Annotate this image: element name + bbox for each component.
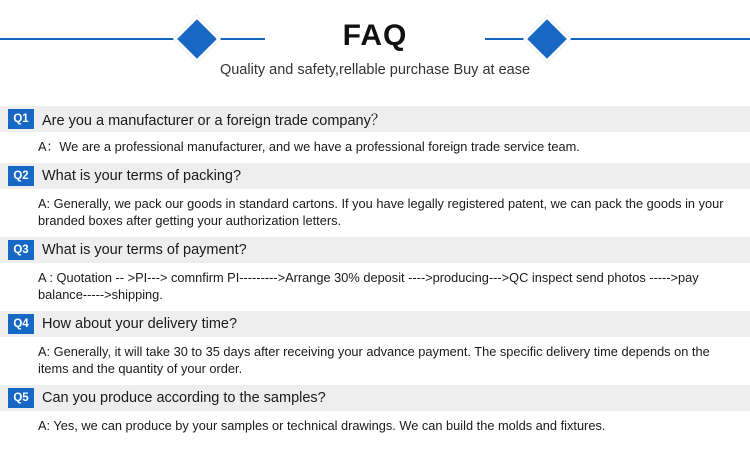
page-title-wrap (265, 16, 485, 56)
faq-question-row[interactable] (0, 385, 750, 411)
faq-question-text: What is your terms of payment? (42, 242, 247, 258)
faq-answer-text: A : Quotation -- >PI---> comnfirm PI--------->Arrange 30% deposit ---->producing--->QC inspect send photos ----->pay balance----->shipping. (38, 270, 699, 302)
faq-item (0, 106, 750, 159)
faq-badge: Q4 (8, 314, 34, 334)
faq-answer-text: A：We are a professional manufacturer, and we have a professional foreign trade service team. (38, 139, 580, 154)
faq-badge: Q3 (8, 240, 34, 260)
faq-item (0, 163, 750, 233)
faq-item (0, 311, 750, 381)
page-title: FAQ (342, 19, 408, 52)
faq-badge: Q1 (8, 109, 34, 129)
faq-answer-text: A: Yes, we can produce by your samples or technical drawings. We can build the molds and fixtures. (38, 418, 606, 433)
faq-question-row[interactable] (0, 311, 750, 337)
faq-badge: Q5 (8, 388, 34, 408)
page-header (0, 0, 750, 92)
faq-answer-text: A: Generally, we pack our goods in standard cartons. If you have legally registered patent, we can pack the goods in your branded boxes after getting your authorization letters. (38, 196, 724, 228)
faq-question-row[interactable] (0, 237, 750, 263)
faq-question-text: How about your delivery time? (42, 316, 238, 332)
faq-question-text: What is your terms of packing? (42, 168, 242, 184)
faq-question-row[interactable] (0, 106, 750, 132)
faq-answer-text: A: Generally, it will take 30 to 35 days after receiving your advance payment. The specific delivery time depends on the items and the quantity of your order. (38, 344, 710, 376)
faq-question-row[interactable] (0, 163, 750, 189)
faq-badge: Q2 (8, 166, 34, 186)
faq-question-text: Can you produce according to the samples? (42, 390, 326, 406)
page-subtitle: Quality and safety,rellable purchase Buy at ease (219, 62, 531, 78)
diamond-ornament-right-icon (523, 15, 571, 63)
faq-question-text: Are you a manufacturer or a foreign trade company？ (42, 112, 386, 129)
faq-list (0, 106, 750, 442)
faq-item (0, 237, 750, 307)
diamond-ornament-left-icon (173, 15, 221, 63)
faq-item (0, 385, 750, 438)
